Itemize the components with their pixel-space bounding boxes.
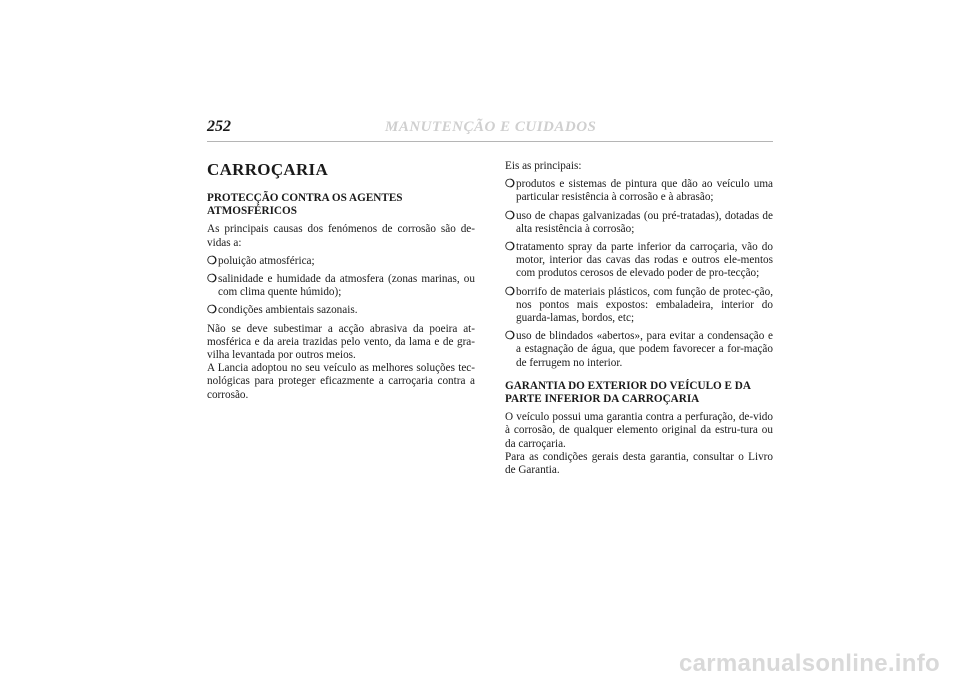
left-column [207,160,475,402]
list-item: ❍ uso de chapas galvanizadas (ou pré-tratadas), dotadas de alta resistência à corrosão; [505,209,773,235]
bullet-icon: ❍ [505,330,515,343]
right-column [505,160,773,477]
list-item: ❍ borrifo de materiais plásticos, com função de protec-ção, nos pontos mais expostos: embaladeira, interior do guarda-lamas, bordos, etc; [505,285,773,325]
bullet-icon: ❍ [207,273,217,286]
causes-list [207,255,475,318]
subsection-heading-protection: PROTECÇÃO CONTRA OS AGENTES ATMOSFÉRICOS [207,192,403,218]
section-title: MANUTENÇÃO E CUIDADOS [385,119,597,135]
bullet-icon: ❍ [505,209,515,222]
bullet-icon: ❍ [505,178,515,191]
list-item: ❍ condições ambientais sazonais. [207,304,358,317]
list-item: ❍ salinidade e humidade da atmosfera (zonas marinas, ou com clima quente húmido); [207,273,475,299]
intro-paragraph: As principais causas dos fenómenos de corrosão são de-vidas a: [207,223,475,249]
list-item: ❍ uso de blindados «abertos», para evitar a condensação e a estagnação de água, que podem favorecer a for-mação de ferrugem no interior. [505,330,773,369]
main-measures-intro: Eis as principais: [505,160,582,172]
measures-list [505,178,773,370]
bullet-icon: ❍ [207,254,217,267]
bullet-icon: ❍ [505,241,515,254]
bullet-icon: ❍ [207,304,217,317]
bullet-icon: ❍ [505,285,515,298]
page-number: 252 [207,118,231,135]
header-rule [207,141,773,142]
page-title: CARROÇARIA [207,160,329,179]
warranty-paragraph: O veículo possui uma garantia contra a perfuração, de-vido à corrosão, de qualquer elemento original da estru-tura ou da carroçaria. [505,411,773,450]
warranty-conditions-paragraph: Para as condições gerais desta garantia, consultar o Livro de Garantia. [505,450,773,477]
subsection-heading-warranty: GARANTIA DO EXTERIOR DO VEÍCULO E DA PARTE INFERIOR DA CARROÇARIA [505,379,751,406]
list-item: ❍ tratamento spray da parte inferior da carroçaria, vão do motor, interior das cavas das rodas e outros ele-mentos com produtos cerosos de elevado poder de pro-tecção; [505,241,773,280]
abrasion-paragraph: Não se deve subestimar a acção abrasiva da poeira at-mosférica e da areia trazidas pelo vento, da lama e de gra-vilha levantada por outros meios. [207,322,475,362]
lancia-paragraph: A Lancia adoptou no seu veículo as melhores soluções tec-nológicas para proteger eficazmente a carroçaria contra a corrosão. [207,362,475,401]
list-item: ❍ produtos e sistemas de pintura que dão ao veículo uma particular resistência à corrosão e à abrasão; [505,178,773,204]
list-item: ❍ poluição atmosférica; [207,254,315,267]
watermark-text: carmanualsonline.info [678,650,940,677]
